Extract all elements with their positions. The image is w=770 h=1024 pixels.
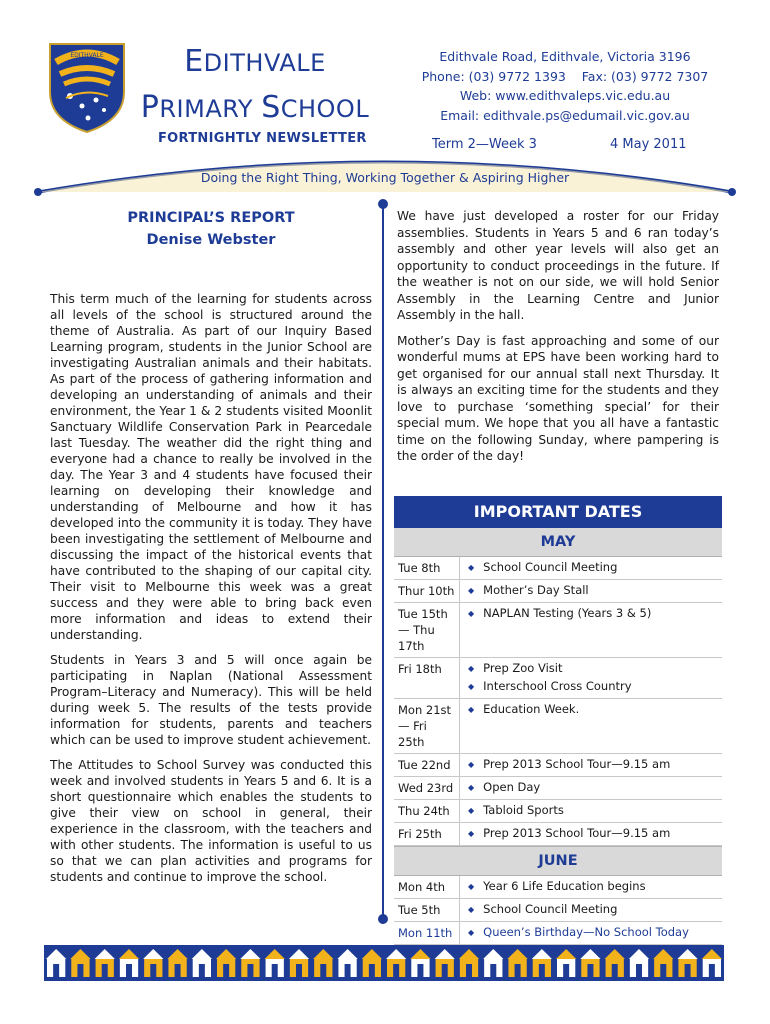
date-row xyxy=(394,580,722,603)
school-name-line1: EDITHVALE xyxy=(184,44,326,79)
school-motto: Doing the Right Thing, Working Together & Aspiring Higher xyxy=(200,170,570,185)
report-paragraph: The Attitudes to School Survey was conducted this week and involved students in Years 5 and 6. It is a short questionnaire which enables the students to give their view on school in general, their experience in the classroom, with the teachers and with other students. The information is useful to us so that we can plan activities and programs for students and continue to improve the school. xyxy=(50,758,372,884)
report-paragraph: Mother’s Day is fast approaching and some of our wonderful mums at EPS have been working hard to get organised for our annual stall next Thursday. It is always an exciting time for the students and they love to purchase ‘something special’ for their special mum. We hope that you all have a fantastic time on the following Sunday, where pampering is the order of the day! xyxy=(397,333,719,463)
date-row xyxy=(394,658,722,699)
event-item: ◆ Prep 2013 School Tour—9.15 am xyxy=(468,756,718,774)
date-cell: Mon 4th xyxy=(394,876,460,898)
event-cell xyxy=(460,777,722,799)
event-cell xyxy=(460,557,722,579)
issue-date: 4 May 2011 xyxy=(610,137,687,152)
event-item: ◆ Interschool Cross Country xyxy=(468,678,718,696)
event-cell xyxy=(460,603,722,657)
dates-heading: IMPORTANT DATES xyxy=(394,496,722,528)
beach-boxes-footer xyxy=(44,945,724,981)
date-row xyxy=(394,699,722,754)
date-cell: Tue 22nd xyxy=(394,754,460,776)
svg-text:EDITHVALE: EDITHVALE xyxy=(70,52,104,59)
date-cell: Mon 11th xyxy=(394,922,460,944)
divider-dot-top xyxy=(378,199,388,209)
may-rows xyxy=(394,557,722,846)
date-cell: Thur 10th xyxy=(394,580,460,602)
report-continued xyxy=(397,208,719,474)
event-cell xyxy=(460,580,722,602)
date-cell: Thu 24th xyxy=(394,800,460,822)
date-row xyxy=(394,823,722,846)
report-paragraph: We have just developed a roster for our Friday assemblies. Students in Years 5 and 6 ran today’s assembly and other year levels will also get an opportunity to conduct proceedings in the future. If the weather is not on our side, we will hold Senior Assembly in the Learning Centre and Junior Assembly in the hall. xyxy=(397,209,719,322)
date-row xyxy=(394,899,722,922)
email-link[interactable]: Email: edithvale.ps@edumail.vic.gov.au xyxy=(440,107,690,123)
address: Edithvale Road, Edithvale, Victoria 3196 xyxy=(439,49,691,64)
phone-fax: Phone: (03) 9772 1393 Fax: (03) 9772 7307 xyxy=(421,68,709,84)
event-cell xyxy=(460,899,722,921)
date-cell: Fri 25th xyxy=(394,823,460,845)
date-row xyxy=(394,754,722,777)
event-item: ◆ Tabloid Sports xyxy=(468,802,718,820)
event-item: ◆ Open Day xyxy=(468,779,718,797)
event-item: ◆ School Council Meeting xyxy=(468,901,718,919)
newsletter-subtitle: FORTNIGHTLY NEWSLETTER xyxy=(158,131,367,146)
divider-dot-bottom xyxy=(378,914,388,924)
event-item: ◆ Mother’s Day Stall xyxy=(468,582,718,600)
date-row xyxy=(394,922,722,945)
report-paragraph: This term much of the learning for students across all levels of the school is structured around the theme of Australia. As part of our Inquiry Based Learning program, students in the Junior School are investigating Australian animals and their habitats. As part of the process of gathering information and developing an understanding of animals and their environment, the Year 1 & 2 students visited Moonlit Sanctuary Wildlife Conservation Park in Pearcedale last Tuesday. The weather did the right thing and everyone had a chance to really be involved in the day. The Year 3 and 4 students have focused their learning on developing their knowledge and understanding of Melbourne and how it has developed into the community it is today. They have been investigating the settlement of Melbourne and discussing the impact of the historical events that have contributed to the shaping of our capital city. Their visit to Melbourne this week was a great success and they were able to bring back even more information and ideas to extend their understanding. xyxy=(50,292,372,642)
event-cell xyxy=(460,922,722,944)
event-item: ◆ Queen’s Birthday—No School Today xyxy=(468,924,718,942)
school-name-line2: PRIMARY SCHOOL xyxy=(140,90,370,125)
date-cell: Tue 8th xyxy=(394,557,460,579)
event-item: ◆ School Council Meeting xyxy=(468,559,718,577)
event-cell xyxy=(460,823,722,845)
month-header-may: MAY xyxy=(394,528,722,557)
report-paragraph: Students in Years 3 and 5 will once again be participating in Naplan (National Assessment Program–Literacy and Numeracy). This will be held during week 5. The results of the tests provide information for students, parents and teachers which can be used to improve student achievement. xyxy=(50,653,372,747)
event-cell xyxy=(460,699,722,753)
event-item: ◆ Year 6 Life Education begins xyxy=(468,878,718,896)
event-cell xyxy=(460,754,722,776)
date-cell: Tue 15th— Thu 17th xyxy=(394,603,460,657)
event-cell xyxy=(460,658,722,698)
date-row xyxy=(394,557,722,580)
event-item: ◆ NAPLAN Testing (Years 3 & 5) xyxy=(468,605,718,623)
event-item: ◆ Prep Zoo Visit xyxy=(468,660,718,678)
date-cell: Fri 18th xyxy=(394,658,460,698)
event-item: ◆ Education Week. xyxy=(468,701,718,719)
school-crest-icon xyxy=(46,40,128,134)
month-header-june: JUNE xyxy=(394,846,722,876)
web-link[interactable]: Web: www.edithvaleps.vic.edu.au xyxy=(459,88,671,103)
date-row xyxy=(394,777,722,800)
event-cell xyxy=(460,800,722,822)
event-cell xyxy=(460,876,722,898)
date-cell: Tue 5th xyxy=(394,899,460,921)
report-author: Denise Webster xyxy=(146,232,276,248)
date-row xyxy=(394,800,722,823)
term-week: Term 2—Week 3 xyxy=(432,137,537,152)
date-cell: Mon 21st— Fri 25th xyxy=(394,699,460,753)
column-divider xyxy=(382,205,384,920)
date-row xyxy=(394,603,722,658)
date-cell: Wed 23rd xyxy=(394,777,460,799)
report-heading: PRINCIPAL’S REPORT xyxy=(127,210,295,226)
principal-report xyxy=(50,206,372,894)
contact-block xyxy=(395,47,735,125)
date-row xyxy=(394,876,722,899)
event-item: ◆ Prep 2013 School Tour—9.15 am xyxy=(468,825,718,843)
important-dates-table xyxy=(394,496,722,968)
